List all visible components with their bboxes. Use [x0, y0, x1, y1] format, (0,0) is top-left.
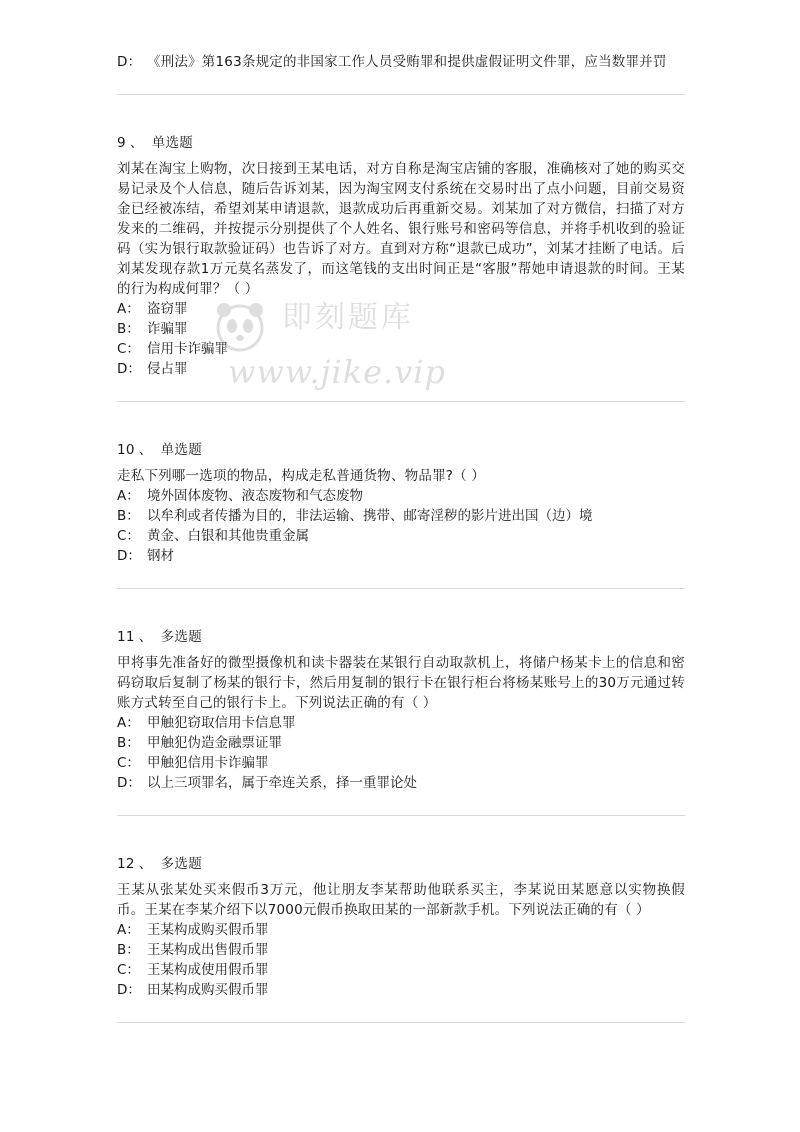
option-text: 以牟利或者传播为目的，非法运输、携带、邮寄淫秽的影片进出国（边）境 — [147, 508, 593, 524]
watermark-brand: 即刻题库 — [282, 300, 414, 335]
option-c — [117, 960, 685, 980]
option-key: B： — [117, 735, 140, 751]
option-key: A： — [117, 488, 140, 504]
question-type: 单选题 — [160, 442, 202, 458]
question-separator: 、 — [138, 442, 153, 458]
option-list — [117, 920, 685, 1000]
option-list — [117, 299, 685, 379]
option-a — [117, 920, 685, 940]
option-text: 田某构成购买假币罪 — [147, 982, 269, 998]
question-10 — [117, 440, 685, 589]
question-number: 11 — [117, 629, 135, 645]
option-text: 钢材 — [147, 548, 174, 564]
question-type: 单选题 — [151, 135, 194, 151]
option-text: 王某构成出售假币罪 — [147, 942, 269, 958]
question-stem: 王某从张某处买来假币3万元，他让朋友李某帮助他联系买主，李某说田某愿意以实物换假币。王某在李某介绍下以7000元假币换取田某的一部新款手机。下列说法正确的有（ ） — [117, 882, 685, 918]
question-divider — [117, 401, 685, 402]
option-b — [117, 733, 685, 753]
question-divider — [117, 815, 685, 816]
option-a — [117, 713, 685, 733]
option-b — [117, 940, 685, 960]
question-header — [117, 440, 685, 460]
question-stem: 刘某在淘宝上购物，次日接到王某电话，对方自称是淘宝店铺的客服，准确核对了她的购买交易记录及个人信息，随后告诉刘某，因为淘宝网支付系统在交易时出了点小问题，目前交易资金已经被冻结，希望刘某申请退款，退款成功后再重新交易。刘某加了对方微信，扫描了对方发来的二维码，并按提示分别提供了个人姓名、银行账号和密码等信息，并将手机收到的验证码（实为银行取款验证码）也告诉了对方。直到对方称“退款已成功”，刘某才挂断了电话。后刘某发现存款1万元莫名蒸发了，而这笔钱的支出时间正是“客服”帮她申请退款的时间。王某的行为构成何罪？（ ） — [117, 161, 685, 297]
option-key: C： — [117, 962, 140, 978]
option-text: 盗窃罪 — [147, 301, 188, 317]
question-divider — [117, 1022, 685, 1023]
question-type: 多选题 — [160, 629, 202, 645]
option-key: D： — [117, 775, 141, 791]
option-key: D： — [117, 361, 141, 377]
question-number: 9 — [117, 135, 126, 151]
option-text: 境外固体废物、液态废物和气态废物 — [147, 488, 363, 504]
question-divider — [117, 94, 685, 95]
document-page — [117, 52, 685, 1023]
option-text: 王某构成使用假币罪 — [147, 962, 269, 978]
option-key: A： — [117, 301, 140, 317]
option-text: 诈骗罪 — [147, 321, 188, 337]
option-text: 信用卡诈骗罪 — [147, 341, 228, 357]
option-b — [117, 319, 685, 339]
option-text: 甲触犯窃取信用卡信息罪 — [147, 715, 296, 731]
option-key: D： — [117, 982, 141, 998]
question-stem: 甲将事先准备好的微型摄像机和读卡器装在某银行自动取款机上，将储户杨某卡上的信息和密码窃取后复制了杨某的银行卡，然后用复制的银行卡在银行柜台将杨某账号上的30万元通过转账方式转至自己的银行卡上。下列说法正确的有（ ） — [117, 655, 685, 711]
option-b — [117, 506, 685, 526]
option-key: C： — [117, 528, 140, 544]
option-key: D： — [117, 548, 141, 564]
option-text: 王某构成购买假币罪 — [147, 922, 269, 938]
previous-question-tail — [117, 52, 685, 95]
option-c — [117, 526, 685, 546]
option-a — [117, 486, 685, 506]
option-key: B： — [117, 508, 140, 524]
question-number: 12 — [117, 856, 135, 872]
option-key: C： — [117, 341, 140, 357]
question-9 — [117, 133, 685, 402]
option-d — [117, 359, 685, 379]
option-text: 甲触犯信用卡诈骗罪 — [147, 755, 269, 771]
option-list — [117, 713, 685, 793]
question-11 — [117, 627, 685, 816]
option-c — [117, 753, 685, 773]
question-separator: 、 — [138, 856, 153, 872]
option-key: D： — [117, 54, 142, 70]
option-key: B： — [117, 321, 140, 337]
option-d-continued — [117, 52, 685, 72]
question-separator: 、 — [138, 629, 153, 645]
option-key: A： — [117, 715, 140, 731]
option-d — [117, 980, 685, 1000]
option-text: 以上三项罪名，属于牵连关系，择一重罪论处 — [147, 775, 417, 791]
question-header — [117, 627, 685, 647]
option-text: 黄金、白银和其他贵重金属 — [147, 528, 309, 544]
question-separator: 、 — [129, 135, 144, 151]
question-header — [117, 133, 685, 153]
option-d — [117, 546, 685, 566]
option-c — [117, 339, 685, 359]
option-d — [117, 773, 685, 793]
option-text: 《刑法》第163条规定的非国家工作人员受贿罪和提供虚假证明文件罪，应当数罪并罚 — [147, 54, 667, 70]
question-stem: 走私下列哪一选项的物品，构成走私普通货物、物品罪?（ ） — [117, 468, 486, 484]
option-a — [117, 299, 685, 319]
question-12 — [117, 854, 685, 1023]
question-divider — [117, 588, 685, 589]
option-list — [117, 486, 685, 566]
question-type: 多选题 — [160, 856, 202, 872]
question-header — [117, 854, 685, 874]
option-key: C： — [117, 755, 140, 771]
option-text: 甲触犯伪造金融票证罪 — [147, 735, 282, 751]
option-text: 侵占罪 — [147, 361, 188, 377]
option-key: B： — [117, 942, 140, 958]
watermark-url: www.jike.vip — [228, 353, 446, 391]
question-number: 10 — [117, 442, 135, 458]
option-key: A： — [117, 922, 140, 938]
